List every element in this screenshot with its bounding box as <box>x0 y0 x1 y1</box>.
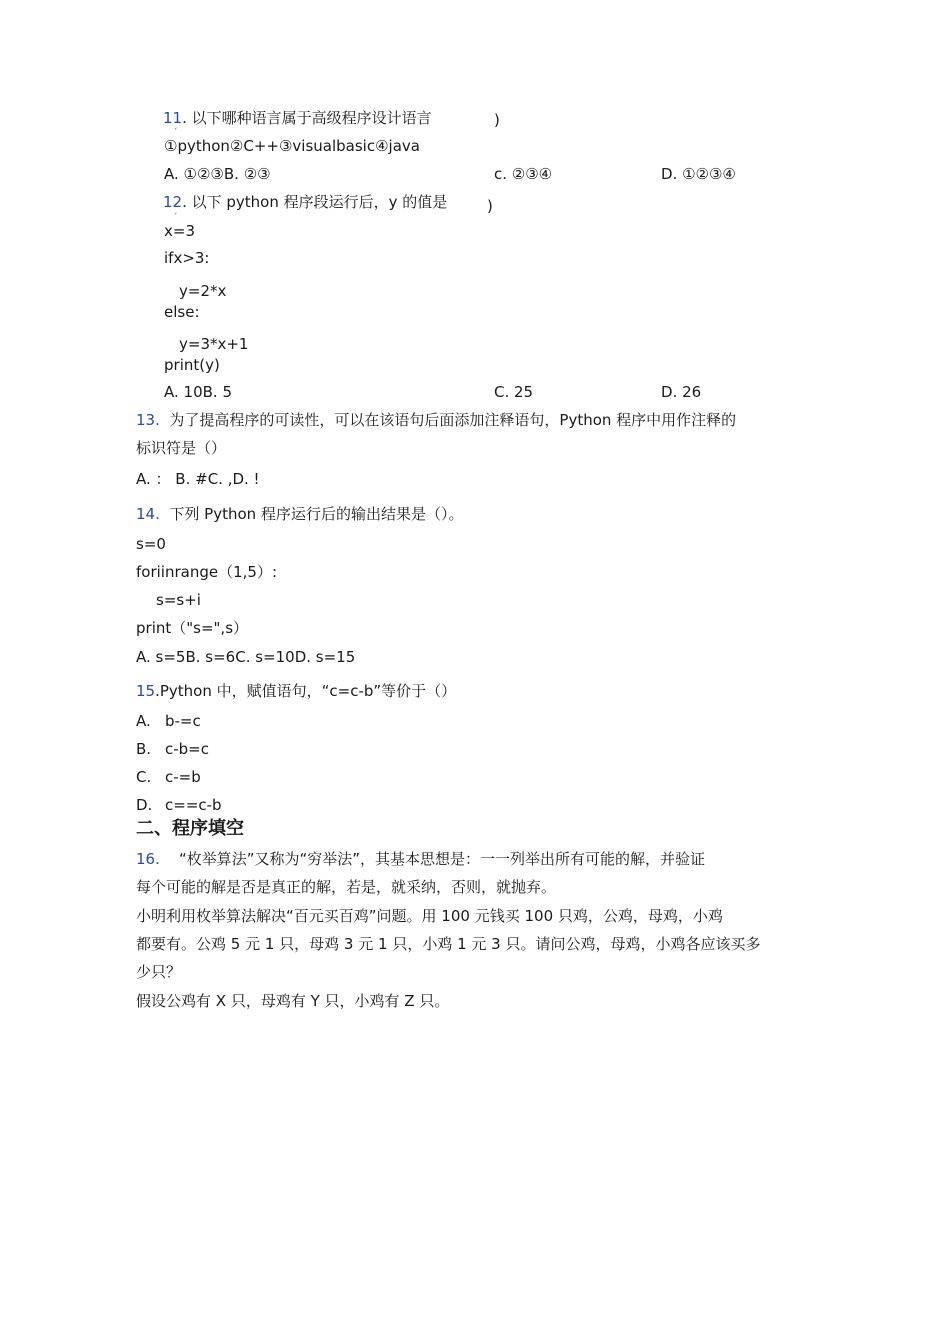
q15-option-label: B. <box>136 740 152 758</box>
q12-code-line: y=2*x <box>179 282 227 300</box>
q12-stem <box>163 192 447 212</box>
q15-option-value: c-=b <box>165 768 201 786</box>
q13-stem <box>136 410 736 430</box>
q14-text: 下列 Python 程序运行后的输出结果是（）。 <box>169 505 464 523</box>
q12-code-line: ifx>3: <box>164 249 210 267</box>
q14-code-line: s=0 <box>136 535 166 553</box>
q14-number: 14. <box>136 505 160 523</box>
q12-paren: ) <box>487 197 493 215</box>
q16-text-line5: 少只？ <box>136 963 182 981</box>
q15-option-d <box>136 795 222 815</box>
q16-text-line6: 假设公鸡有 X 只，母鸡有 Y 只，小鸡有 Z 只。 <box>136 992 450 1010</box>
q11-number: 11 <box>163 109 183 127</box>
q12-option-c: C. 25 <box>494 383 534 401</box>
q15-option-value: c==c-b <box>165 796 222 814</box>
q16-text-line1: “枚举算法”又称为“穷举法”，其基本思想是：一一列举出所有可能的解，并验证 <box>178 850 706 868</box>
q15-text: .Python 中，赋值语句，“c=c-b”等价于（） <box>155 682 457 700</box>
q16-text-line3: 小明利用枚举算法解决“百元买百鸡”问题。用 100 元钱买 100 只鸡，公鸡，母鸡，小鸡 <box>136 907 723 925</box>
q14-code-line: s=s+i <box>156 591 201 609</box>
q12-code-line: x=3 <box>164 222 195 240</box>
q11-text: . 以下哪种语言属于高级程序设计语言 <box>182 109 432 127</box>
q16-number: 16. <box>136 850 160 868</box>
q12-option-ab: A. 10B. 5 <box>164 383 232 401</box>
q15-option-b <box>136 739 209 759</box>
q11-stem <box>163 108 432 128</box>
q11-option-c: c. ②③④ <box>494 165 553 183</box>
q13-text-line1: 为了提高程序的可读性，可以在该语句后面添加注释语句，Python 程序中用作注释的 <box>169 411 737 429</box>
q15-option-value: c-b=c <box>165 740 209 758</box>
q12-number: 12 <box>163 193 183 211</box>
q13-number: 13. <box>136 411 160 429</box>
q12-tick-mark: ˊ <box>173 213 178 223</box>
section-heading: 二、程序填空 <box>136 818 244 839</box>
q11-paren: ) <box>494 111 500 129</box>
q14-code-line: print（"s=",s） <box>136 619 249 637</box>
q11-option-ab: A. ①②③B. ②③ <box>164 165 271 183</box>
q15-option-label: A. <box>136 712 151 730</box>
q14-options: A. s=5B. s=6C. s=10D. s=15 <box>136 648 356 666</box>
q15-option-c <box>136 767 201 787</box>
q15-option-a <box>136 711 201 731</box>
q12-option-d: D. 26 <box>661 383 702 401</box>
q15-option-label: C. <box>136 768 152 786</box>
q15-option-label: D. <box>136 796 153 814</box>
q15-option-value: b-=c <box>165 712 201 730</box>
q11-option-d: D. ①②③④ <box>661 165 736 183</box>
q11-choices: ①python②C++③visualbasic④java <box>164 137 420 155</box>
q13-options: A. ： B. #C. ,D. ! <box>136 470 260 488</box>
q12-text: . 以下 python 程序段运行后，y 的值是 <box>182 193 448 211</box>
q14-code-line: foriinrange（1,5）: <box>136 563 277 581</box>
q15-stem <box>136 681 456 701</box>
q13-text-line2: 标识符是（） <box>136 439 227 457</box>
q16-text-line2: 每个可能的解是否是真正的解，若是，就采纳，否则，就抛弃。 <box>136 878 557 896</box>
q11-tick-mark: ˊ <box>173 128 178 138</box>
q14-stem <box>136 504 463 524</box>
q12-code-line: y=3*x+1 <box>179 335 249 353</box>
q15-number: 15 <box>136 682 156 700</box>
q12-code-line: else: <box>164 303 200 321</box>
q12-code-line: print(y) <box>164 356 220 374</box>
q16-stem <box>136 849 705 869</box>
q16-text-line4: 都要有。公鸡 5 元 1 只，母鸡 3 元 1 只，小鸡 1 元 3 只。请问公鸡，母鸡，小鸡各应该买多 <box>136 935 761 953</box>
